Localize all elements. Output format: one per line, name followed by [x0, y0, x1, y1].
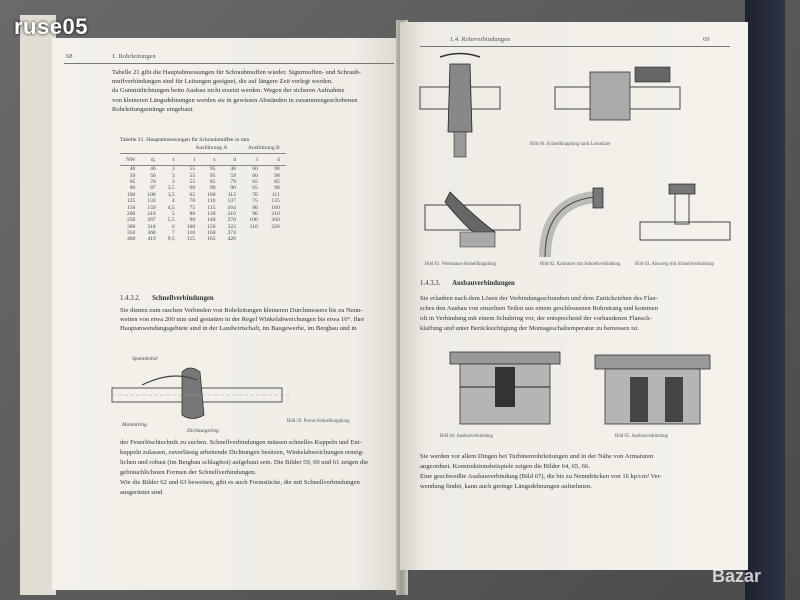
table-cell: 3 — [171, 178, 175, 185]
text-line: Tabelle 21 gibt die Hauptabmessungen für Schraubmuffen wieder. Sigurmuffen- und Schraub- — [112, 69, 361, 76]
table-cell: 111 — [271, 191, 280, 198]
table-cell: 4 — [171, 198, 175, 205]
section-number: 1.4.3.2. — [120, 295, 141, 302]
figure-62-elbow — [535, 182, 625, 262]
table-cell: 250 — [126, 217, 136, 224]
right-page-number: 69 — [703, 36, 710, 43]
table-title: Tabelle 21. Hauptabmessungen für Schraubmuffen in mm — [120, 137, 250, 143]
table-cell: 59 — [230, 172, 236, 179]
table-cell: 350 — [126, 230, 136, 237]
table-cell: 9,5 — [167, 236, 175, 243]
table-cell: 125 — [126, 198, 136, 205]
table-cell: 216 — [227, 210, 236, 217]
table-cell: 70 — [252, 191, 258, 198]
table-cell: 60 — [189, 185, 196, 192]
table-cell: 133 — [147, 198, 156, 205]
table-group-a: Ausführung A — [181, 142, 242, 154]
table-cell: 164 — [227, 204, 236, 211]
table-group-b: Ausführung B — [242, 142, 286, 154]
text-line: muffverbindungen sind für Leitungen geeignet, die auf längere Zeit verlegt werden. — [112, 78, 333, 86]
dimension-table — [120, 142, 286, 243]
table-cell: 108 — [147, 191, 156, 198]
watermark: ruse05 — [14, 14, 88, 39]
text-line: weiten von etwa 200 mm und gestatten in der Regel Winkelabweichungen bis etwa 10°. Ihre — [120, 316, 365, 324]
table-cell: 160 — [207, 230, 216, 237]
table-cell: 4,5 — [167, 204, 175, 211]
table-cell: 200 — [126, 210, 136, 217]
table-cell: 75 — [252, 198, 258, 205]
text-line: Sie werden vor allem Dingen bei Turbinenrohrleitungen und in der Nähe von Armaturen — [420, 453, 654, 460]
text-line: von kleineren Längsdehnungen werden sie in gewissen Abständen in zusammengeschobenen — [112, 96, 358, 104]
text-line: ausgerüstet sind. — [120, 489, 164, 496]
table-row — [120, 236, 286, 242]
table-cell: 110 — [207, 198, 216, 205]
table-cell: 3,5 — [167, 191, 175, 198]
text-line: angeordnet. Konstruktionsbeispiele zeigen die Bilder 64, 65, 66. — [420, 463, 590, 470]
table-cell: 6 — [171, 223, 175, 230]
table-cell: 65 — [252, 178, 258, 185]
table-cell: 3 — [171, 166, 175, 173]
table-row — [120, 166, 286, 173]
figure-64-flange — [440, 347, 570, 437]
section-number-right: 1.4.3.3. — [420, 280, 441, 287]
figure-63-caption: Bild 63. Abzweig mit Schnellverbindung — [635, 262, 714, 267]
table-header-cell: d — [222, 154, 242, 166]
table-header-cell: s — [162, 154, 181, 166]
table-cell: 165 — [207, 236, 216, 243]
table-header-cell: l — [242, 154, 264, 166]
site-logo: Bazar — [712, 566, 762, 586]
figure-62-caption: Bild 62. Krümmer mit Schnellverbindung — [540, 262, 621, 267]
table-cell: 100 — [186, 223, 196, 230]
text-line: Rohrleitungsstränge eingebaut. — [112, 105, 195, 113]
figure-63-branch — [635, 182, 735, 262]
text-line: wendung findet, kann auch geringe Längsdehnungen aufnehmen. — [420, 483, 593, 490]
figure-59-caption: Bild 59. Perrot-Schnellkupplung — [287, 419, 350, 424]
table-cell: 5,5 — [167, 217, 175, 224]
figure-60-caption: Bild 60. Schnellkupplung nach Lossnitzer — [530, 142, 611, 147]
left-running-head: 1. Rohrleitungen — [112, 53, 156, 60]
left-page-number: 68 — [66, 53, 73, 60]
text-line: oft in Verbindung mit einem Schubring vor, der entsprechend der vorhandenen Flansch- — [420, 315, 652, 322]
text-line: Sie dienen zum raschen Verbinden von Rohrleitungen kleineren Durchmessers bis zu Nenn- — [120, 307, 363, 314]
text-line: kuppeln zulassen, zuverlässig arbeitende Dichtungen besitzen, Winkelabweichungen ermög- — [120, 449, 365, 456]
table-cell: 130 — [207, 210, 216, 217]
text-line: da Gummidichtungen beim Ausbau nicht ersetzt werden. Wegen der sicheren Aufnahme — [112, 87, 345, 95]
table-cell: 3 — [171, 172, 175, 179]
table-cell: 90 — [230, 185, 236, 192]
table-cell: 75 — [189, 204, 196, 211]
table-cell: 98 — [274, 166, 280, 173]
table-cell: 65 — [189, 191, 196, 198]
section-heading-schnell — [120, 295, 214, 302]
text-line: Eine geschweißte Ausbauverbindung (Bild 67), die bis zu Nenndrücken von 16 kp/cm² Ver- — [420, 473, 662, 480]
table-cell: 55 — [189, 178, 196, 185]
figure-65-flange — [590, 347, 720, 437]
table-cell: 50 — [129, 172, 136, 179]
table-cell: 400 — [126, 236, 136, 243]
table-cell: 85 — [274, 178, 280, 185]
table-cell: 318 — [147, 223, 156, 230]
section-title-right: Ausbauverbindungen — [452, 280, 515, 287]
table-cell: 79 — [230, 178, 236, 185]
table-cell: 100 — [126, 191, 136, 198]
table-cell: 135 — [271, 198, 280, 205]
table-cell: 85 — [209, 178, 216, 185]
table-header-cell: NW — [120, 154, 141, 166]
table-header-cell: l — [181, 154, 201, 166]
table-cell: 65 — [129, 178, 136, 185]
text-line: gebräuchlichsten Formen der Schnellverbindungen. — [120, 469, 257, 476]
left-page — [52, 38, 407, 590]
table-cell: 159 — [147, 204, 156, 211]
text-line: Hauptanwendungsgebiete sind in der Landwirtschaft, im Baugewerbe, im Bergbau und in — [120, 325, 357, 333]
table-cell: 137 — [227, 198, 236, 205]
table-cell: 7 — [171, 230, 175, 237]
table-cell: 368 — [147, 230, 156, 237]
table-cell: 60 — [252, 166, 258, 173]
figure-60a-coupling — [420, 52, 510, 157]
table-cell: 374 — [227, 230, 236, 237]
table-cell: 90 — [209, 185, 216, 192]
table-cell: 65 — [252, 185, 258, 192]
table-cell: 150 — [126, 204, 136, 211]
text-line: Sie erlauben nach dem Lösen der Verbindungsschrauben und dem Zurückziehen des Flan- — [420, 295, 658, 302]
table-cell: 115 — [186, 236, 196, 243]
table-cell: 40 — [129, 166, 136, 173]
table-cell: 87 — [150, 185, 156, 192]
figure-61-coupling — [425, 187, 525, 257]
label-mantelring: Mantelring — [122, 422, 147, 428]
table-cell: 3,5 — [167, 185, 175, 192]
table-cell: 95 — [209, 172, 216, 179]
text-line: sches den Ausbau von einzelnen Teilen aus einem geschlossenen Rohrstrang und kommen — [420, 305, 659, 312]
table-cell: 322 — [227, 223, 236, 230]
table-cell: 48 — [230, 166, 236, 173]
table-header-cell: d — [264, 154, 286, 166]
text-line: lichen und robust (im Bergbau schlagfest) aufgebaut sein. Die Bilder 59, 60 und 61 zeigen die — [120, 459, 368, 466]
table-cell: 260 — [271, 217, 280, 224]
table-cell: 419 — [147, 236, 156, 243]
table-header-cell: s — [201, 154, 221, 166]
table-cell: 90 — [252, 210, 258, 217]
figure-61-caption: Bild 61. Wiesmann-Schnellkupplung — [425, 262, 496, 267]
figure-60b-coupling — [555, 62, 685, 132]
table-cell: 100 — [207, 191, 216, 198]
table-cell: 55 — [189, 166, 196, 173]
right-running-head: 1.4. Rohrverbindungen — [450, 36, 511, 43]
table-cell: 326 — [271, 223, 280, 230]
table-cell — [264, 236, 286, 242]
figure-65-caption: Bild 65. Ausbauverbindung — [615, 434, 668, 439]
table-cell: 70 — [189, 198, 196, 205]
table-cell: 90 — [274, 185, 280, 192]
table-header-cell: d₁ — [141, 154, 161, 166]
section-heading-ausbau — [420, 280, 515, 287]
table-cell: 115 — [207, 204, 216, 211]
table-cell: 90 — [189, 217, 196, 224]
label-spannhebel: Spannhebel — [132, 356, 158, 362]
table-cell: 56 — [150, 172, 156, 179]
table-cell — [242, 236, 264, 242]
table-cell: 426 — [227, 236, 236, 243]
text-line: Wie die Bilder 62 und 63 beweisen, gibt es auch Formstücke, die mit Schnellverbindungen — [120, 479, 360, 486]
table-cell: 80 — [252, 204, 258, 211]
table-cell: 100 — [249, 217, 258, 224]
section-title: Schnellverbindungen — [152, 295, 214, 302]
table-cell: 55 — [189, 172, 196, 179]
table-cell: 80 — [189, 210, 196, 217]
header-rule-right — [420, 46, 730, 47]
table-cell: 270 — [227, 217, 236, 224]
table-cell: 160 — [271, 204, 280, 211]
table-cell: 110 — [249, 223, 258, 230]
text-line: klaffung und unter Berücksichtigung der Montageschaltemperatur zu bemessen ist. — [420, 325, 640, 332]
table-cell: 150 — [207, 223, 216, 230]
header-rule — [64, 63, 394, 64]
table-cell: 76 — [150, 178, 156, 185]
table-cell: 80 — [129, 185, 136, 192]
table-cell: 110 — [186, 230, 196, 237]
table-cell: 98 — [274, 172, 280, 179]
table-cell: 95 — [209, 166, 216, 173]
right-page — [400, 22, 748, 570]
table-cell: 112 — [227, 191, 236, 198]
page-edges — [20, 15, 56, 595]
table-cell: 210 — [271, 210, 280, 217]
table-cell: 300 — [126, 223, 136, 230]
table-cell: 60 — [252, 172, 258, 179]
book-cover-edge — [745, 0, 785, 600]
table-cell: 267 — [147, 217, 156, 224]
figure-59-coupling — [112, 350, 350, 434]
label-dichtungsring: Dichtungsring — [187, 428, 219, 434]
table-cell: 46 — [150, 166, 156, 173]
text-line: der Feuerlöschtechnik zu suchen. Schnellverbindungen müssen schnelles Kuppeln und Ent- — [120, 439, 362, 446]
table-cell: 216 — [147, 210, 156, 217]
table-cell: 5 — [171, 210, 175, 217]
figure-64-caption: Bild 64. Ausbauverbindung — [440, 434, 493, 439]
table-cell: 140 — [207, 217, 216, 224]
